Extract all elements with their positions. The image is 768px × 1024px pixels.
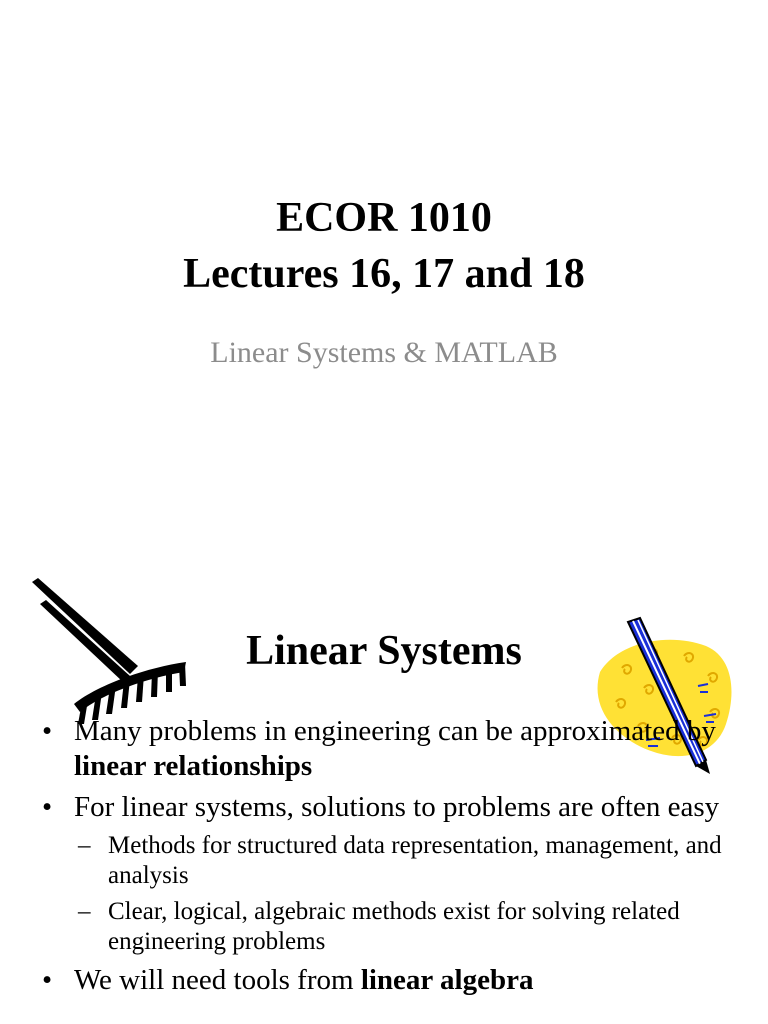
bullet-emphasis: linear algebra [360,964,534,996]
sub-bullet-marker: – [78,832,91,859]
list-item [40,790,740,825]
bullet-text: Many problems in engineering can be approximated by [74,715,716,747]
sub-list-item [40,831,740,891]
sub-bullet-marker: – [78,898,91,925]
bullet-marker: • [42,791,53,823]
bullet-marker: • [42,715,53,747]
bullet-marker: • [42,964,53,996]
slide-title [0,190,768,302]
list-item [40,714,740,784]
slide-subtitle: Linear Systems & MATLAB [210,336,558,369]
sub-bullet-text: Methods for structured data representation, management, and analysis [108,832,722,889]
slide-title: Linear Systems [246,628,522,674]
bullet-text: For linear systems, solutions to problems are often easy [74,791,720,823]
course-code: ECOR 1010 [276,195,492,241]
sub-list-item [40,897,740,957]
bullet-list [40,714,740,1004]
list-item [40,963,740,998]
bullet-emphasis: linear relationships [74,750,313,782]
sub-bullet-text: Clear, logical, algebraic methods exist for solving related engineering problems [108,898,680,955]
linear-systems-slide [0,512,768,1024]
lecture-numbers: Lectures 16, 17 and 18 [183,251,585,297]
bullet-text: We will need tools from [74,964,361,996]
